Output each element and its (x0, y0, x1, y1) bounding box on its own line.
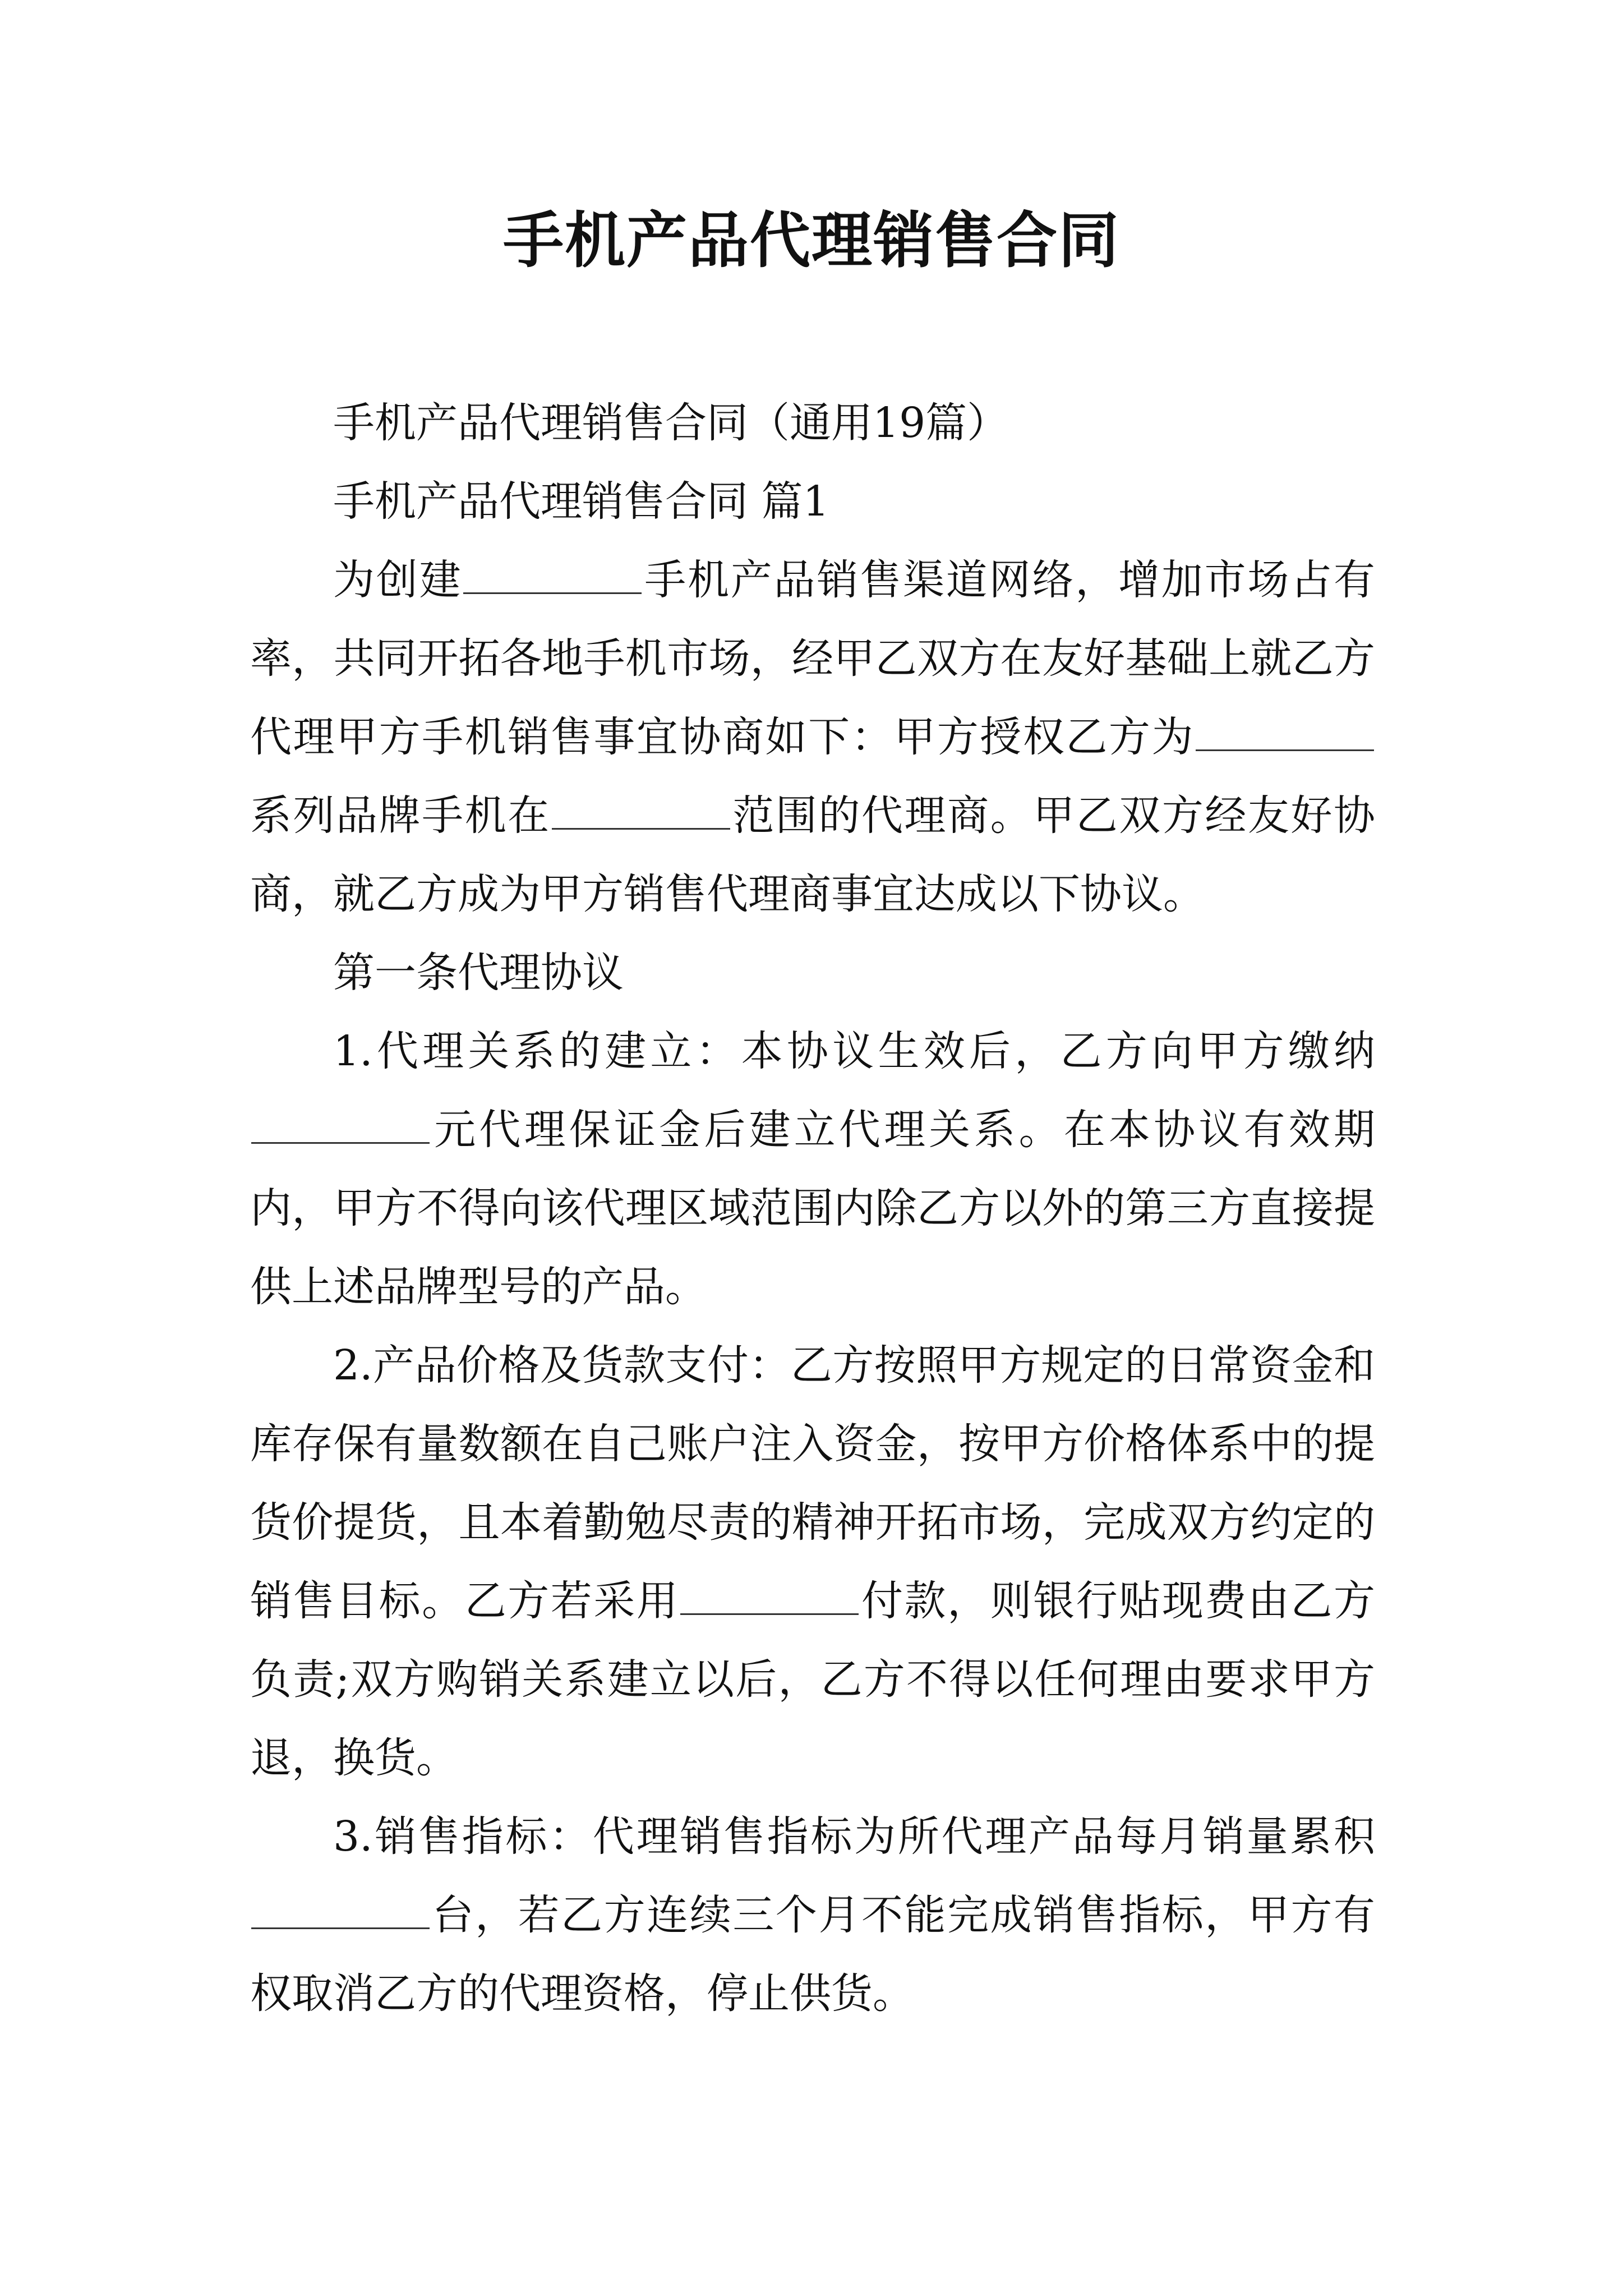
document-body (250, 384, 1375, 2033)
intro-text-b: 手机产品销售渠道网络，增加市场占有率，共同开拓各地手机市场，经甲乙双方在友好基础上就乙方代理甲方手机销售事宜协商如下：甲方授权乙方为 (250, 556, 1376, 761)
article-1-heading-text: 第一条代理协议 (333, 949, 624, 997)
fill-in-blank (463, 547, 642, 594)
clause-1-text-b: 元代理保证金后建立代理关系。在本协议有效期内，甲方不得向该代理区域范围内除乙方以外的第三方直接提供上述品牌型号的产品。 (250, 1106, 1375, 1311)
fill-in-blank (1196, 705, 1374, 751)
clause-1-text-a: 1.代理关系的建立：本协议生效后，乙方向甲方缴纳 (333, 1027, 1375, 1075)
subtitle-text: 手机产品代理销售合同（通用19篇） (333, 399, 1009, 447)
section-heading-text: 手机产品代理销售合同 篇1 (333, 477, 829, 526)
clause-3-text-b: 台，若乙方连续三个月不能完成销售指标，甲方有权取消乙方的代理资格，停止供货。 (250, 1891, 1375, 2018)
section-heading (250, 462, 1375, 541)
clause-3-text-a: 3.销售指标：代理销售指标为所代理产品每月销量累积 (333, 1812, 1375, 1861)
clause-2-paragraph (250, 1326, 1375, 1797)
clause-2-text-b: 付款，则银行贴现费由乙方负责;双方购销关系建立以后，乙方不得以任何理由要求甲方退，换货。 (250, 1577, 1376, 1782)
article-1-heading (250, 933, 1375, 1012)
document-subtitle (250, 384, 1375, 462)
intro-text-c: 系列品牌手机在 (250, 792, 551, 840)
intro-paragraph (250, 541, 1375, 933)
clause-3-paragraph (250, 1797, 1375, 2033)
clause-1-paragraph (250, 1012, 1375, 1326)
document-title: 手机产品代理销售合同 (502, 206, 1120, 276)
clause-2-text-a: 2.产品价格及货款支付：乙方按照甲方规定的日常资金和库存保有量数额在自己账户注入资金，按甲方价格体系中的提货价提货，且本着勤勉尽责的精神开拓市场，完成双方约定的销售目标。乙方若采用 (250, 1341, 1375, 1625)
fill-in-blank (680, 1568, 859, 1615)
fill-in-blank (552, 783, 730, 830)
fill-in-blank (251, 1097, 430, 1144)
fill-in-blank (251, 1883, 430, 1929)
intro-text-d: 范围的代理商。甲乙双方经友好协商，就乙方成为甲方销售代理商事宜达成以下协议。 (250, 792, 1376, 918)
intro-text-a: 为创建 (333, 556, 463, 604)
